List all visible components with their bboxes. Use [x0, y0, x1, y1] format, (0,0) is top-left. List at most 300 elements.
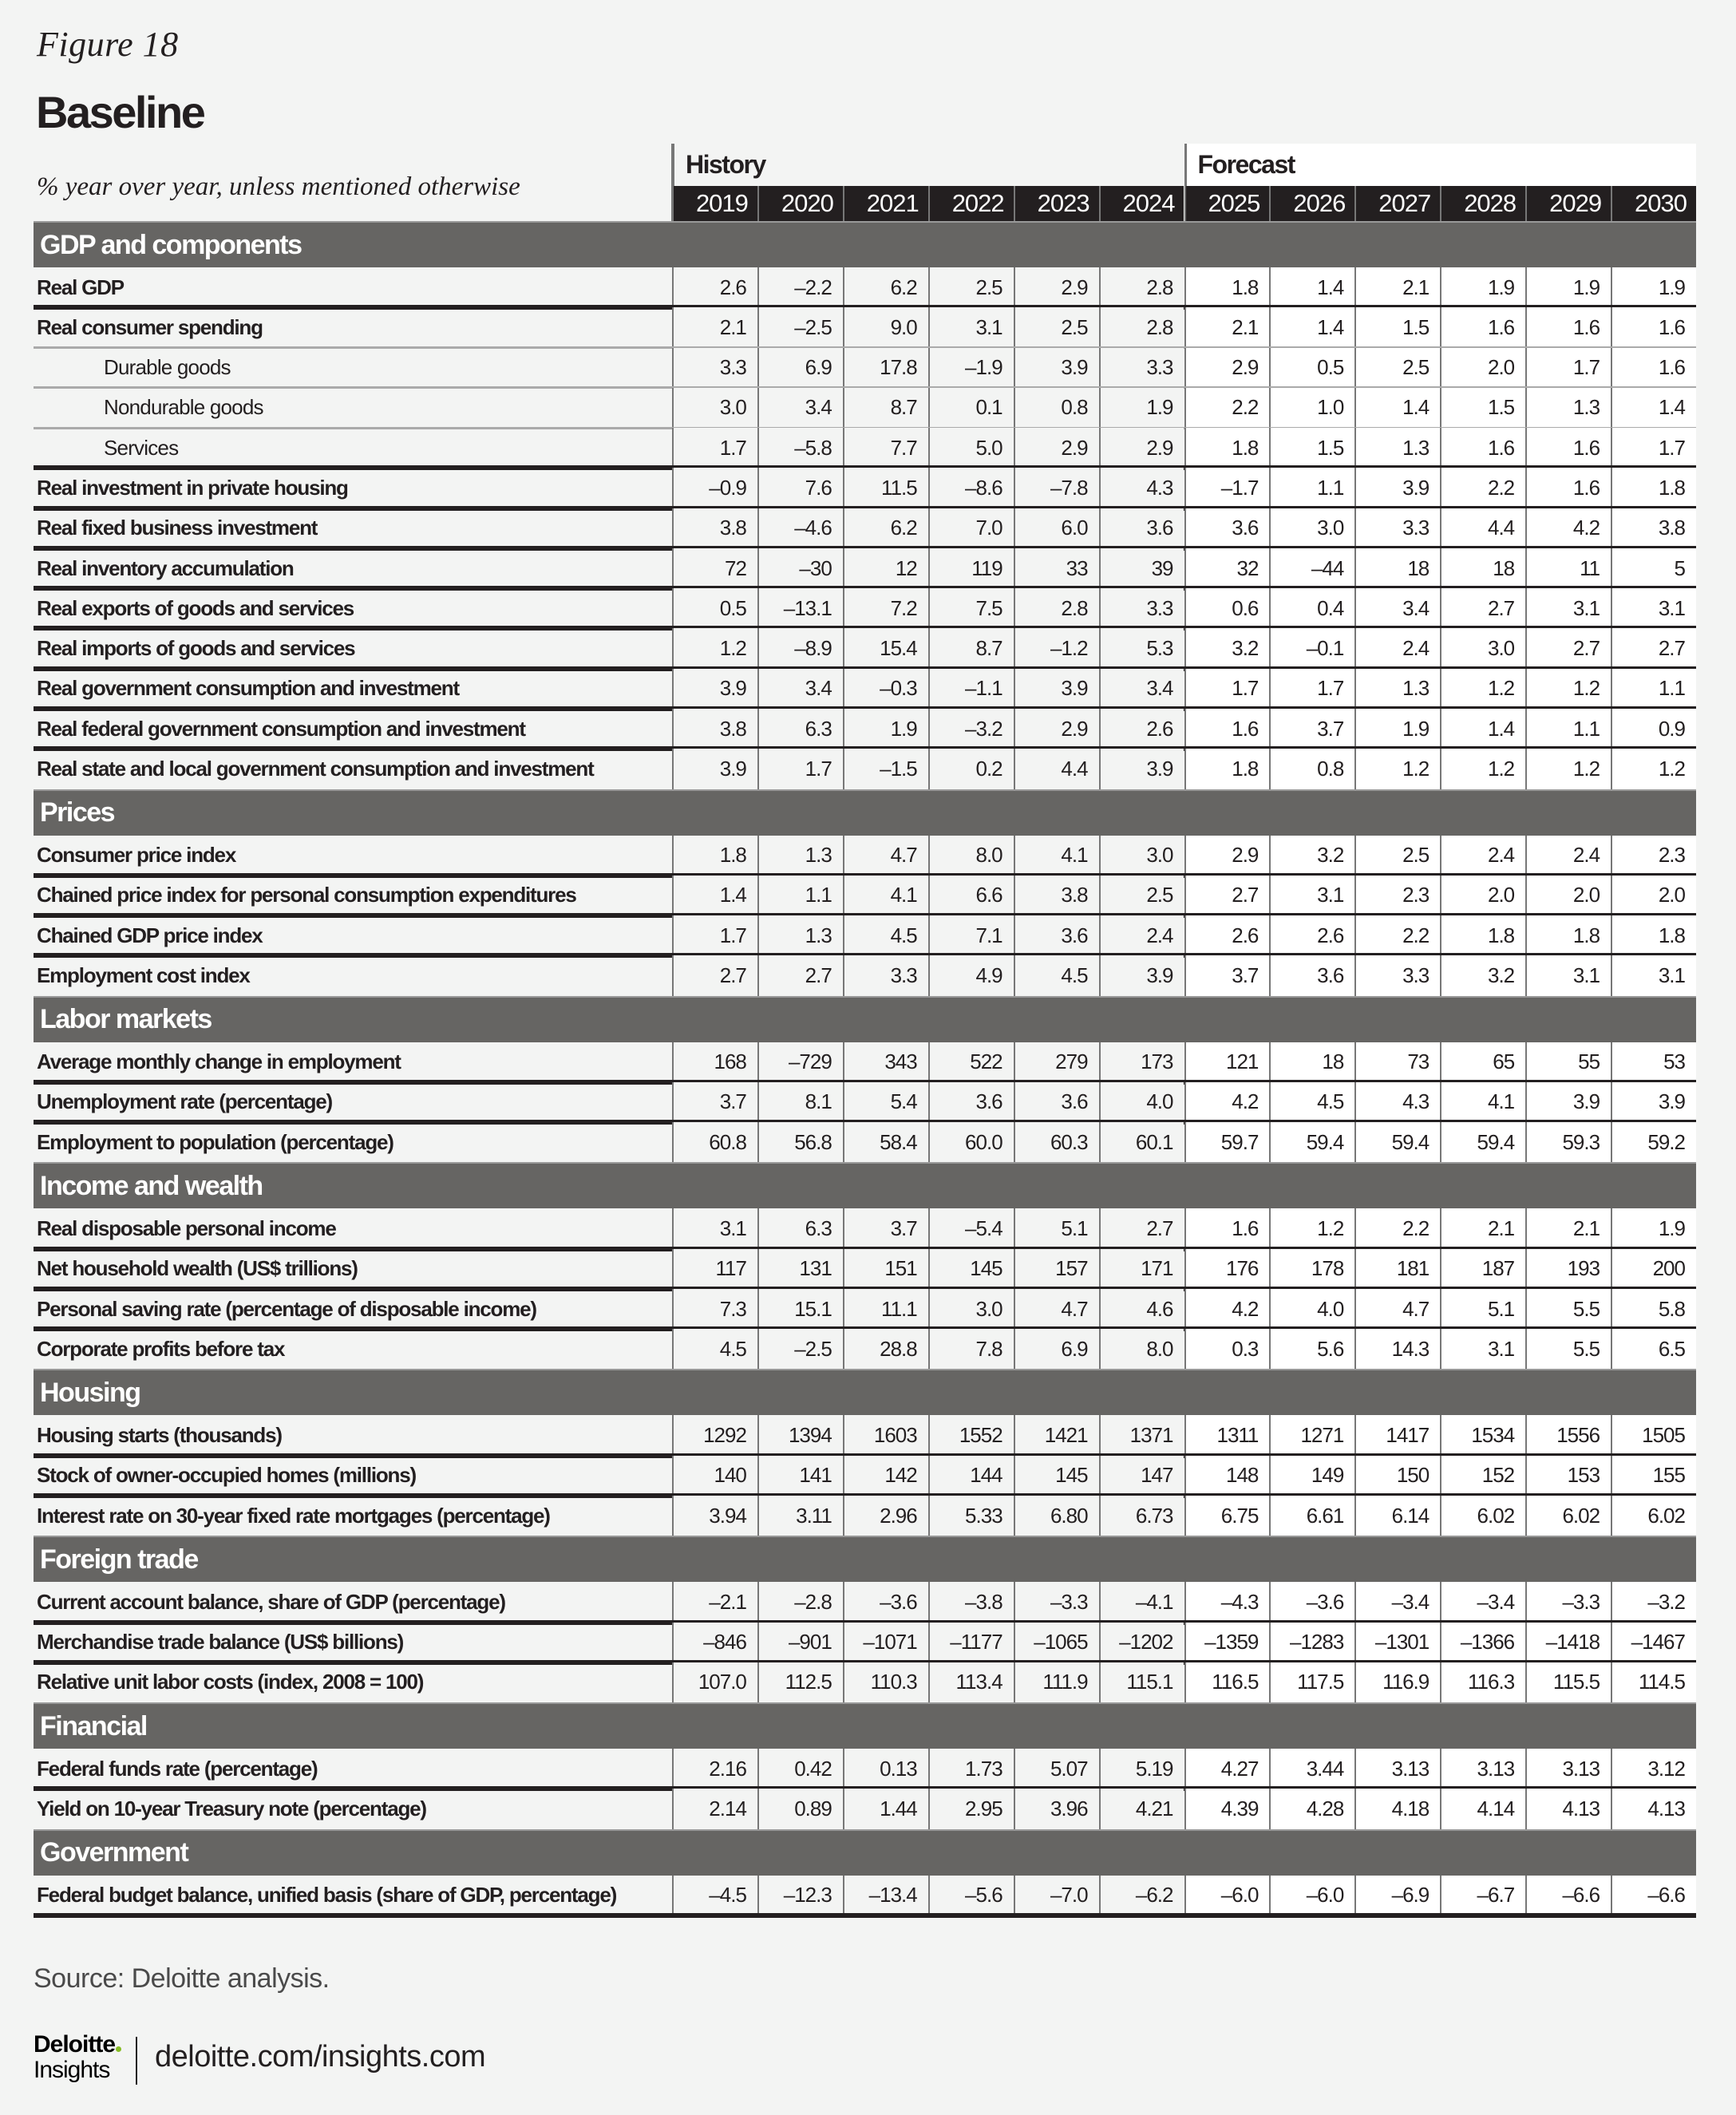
table-cell: 150: [1354, 1456, 1440, 1496]
table-cell: 144: [928, 1456, 1014, 1496]
table-cell: 4.2: [1184, 1289, 1270, 1329]
table-cell: 3.9: [1525, 1082, 1611, 1122]
table-cell: –6.0: [1269, 1876, 1354, 1915]
table-cell: 171: [1099, 1249, 1184, 1289]
table-cell: 3.6: [928, 1082, 1014, 1122]
table-cell: 5.07: [1014, 1749, 1099, 1789]
table-cell: 1.2: [1611, 749, 1696, 789]
table-cell: 3.13: [1440, 1749, 1525, 1789]
table-cell: 4.14: [1440, 1789, 1525, 1828]
table-cell: 3.13: [1354, 1749, 1440, 1789]
table-cell: 1371: [1099, 1415, 1184, 1455]
table-cell: –30: [757, 548, 843, 588]
logo-insights-text: Insights: [34, 2057, 110, 2083]
table-cell: –3.2: [928, 709, 1014, 749]
table-cell: 0.9: [1611, 709, 1696, 749]
table-cell: 4.5: [1269, 1082, 1354, 1122]
table-cell: 3.8: [1014, 876, 1099, 915]
table-cell: 3.7: [672, 1082, 757, 1122]
table-cell: 18: [1440, 548, 1525, 588]
table-cell: 4.5: [843, 915, 928, 955]
table-cell: 2.6: [672, 267, 757, 307]
table-cell: –1.1: [928, 669, 1014, 709]
table-cell: 4.1: [843, 876, 928, 915]
table-cell: 113.4: [928, 1662, 1014, 1702]
page-title: Baseline: [36, 87, 204, 137]
table-cell: 4.27: [1184, 1749, 1270, 1789]
table-cell: 4.3: [1099, 468, 1184, 508]
table-cell: 3.4: [757, 388, 843, 428]
logo-green-dot-icon: [116, 2046, 121, 2052]
table-cell: 5.5: [1525, 1329, 1611, 1369]
table-cell: 116.5: [1184, 1662, 1270, 1702]
row-label: Relative unit labor costs (index, 2008 = 100): [37, 1670, 424, 1694]
table-cell: 55: [1525, 1042, 1611, 1082]
table-cell: 2.7: [672, 955, 757, 995]
table-cell: –13.1: [757, 588, 843, 628]
table-cell: 4.13: [1611, 1789, 1696, 1828]
table-cell: 1.6: [1440, 428, 1525, 468]
row-label: Services: [104, 435, 179, 460]
year-header-2019: 2019: [672, 186, 757, 221]
table-cell: –1202: [1099, 1623, 1184, 1662]
table-cell: 176: [1184, 1249, 1270, 1289]
year-header-2026: 2026: [1269, 186, 1354, 221]
table-subtitle: % year over year, unless mentioned otherwise: [37, 172, 520, 201]
table-cell: 1394: [757, 1415, 843, 1455]
table-cell: 2.3: [1354, 876, 1440, 915]
table-cell: 3.0: [1269, 508, 1354, 548]
table-cell: 1.8: [1611, 468, 1696, 508]
table-cell: 3.6: [1184, 508, 1270, 548]
table-cell: 65: [1440, 1042, 1525, 1082]
table-cell: 3.1: [1440, 1329, 1525, 1369]
table-cell: 8.0: [928, 836, 1014, 876]
table-cell: 1.4: [672, 876, 757, 915]
table-cell: –12.3: [757, 1876, 843, 1915]
table-cell: 3.9: [1354, 468, 1440, 508]
table-cell: 2.2: [1354, 1208, 1440, 1248]
row-label: Real consumer spending: [37, 314, 263, 339]
table-cell: 3.1: [1525, 588, 1611, 628]
table-cell: 0.89: [757, 1789, 843, 1828]
table-cell: 6.0: [1014, 508, 1099, 548]
table-cell: 1.7: [1184, 669, 1270, 709]
table-cell: 1421: [1014, 1415, 1099, 1455]
table-cell: –3.4: [1354, 1582, 1440, 1622]
table-cell: 178: [1269, 1249, 1354, 1289]
table-cell: 1.1: [1611, 669, 1696, 709]
table-cell: 59.3: [1525, 1122, 1611, 1162]
table-cell: 2.5: [928, 267, 1014, 307]
table-cell: 3.4: [1354, 588, 1440, 628]
table-cell: 131: [757, 1249, 843, 1289]
footer-url-link[interactable]: deloitte.com/insights.com: [155, 2040, 486, 2073]
table-cell: 5.6: [1269, 1329, 1354, 1369]
table-cell: 107.0: [672, 1662, 757, 1702]
table-cell: 28.8: [843, 1329, 928, 1369]
table-cell: –0.1: [1269, 628, 1354, 668]
table-cell: 4.18: [1354, 1789, 1440, 1828]
table-cell: 1.2: [1525, 669, 1611, 709]
table-cell: 53: [1611, 1042, 1696, 1082]
table-cell: 1.2: [1269, 1208, 1354, 1248]
year-header-2021: 2021: [843, 186, 928, 221]
table-cell: –13.4: [843, 1876, 928, 1915]
row-label: Stock of owner-occupied homes (millions): [37, 1463, 416, 1488]
table-cell: 1.5: [1440, 388, 1525, 428]
row-label: Real imports of goods and services: [37, 636, 355, 661]
table-cell: 3.3: [1099, 588, 1184, 628]
table-cell: –3.3: [1525, 1582, 1611, 1622]
table-cell: –1467: [1611, 1623, 1696, 1662]
table-cell: 114.5: [1611, 1662, 1696, 1702]
row-label: Real GDP: [37, 275, 124, 299]
table-cell: –1301: [1354, 1623, 1440, 1662]
table-cell: 2.9: [1184, 836, 1270, 876]
table-cell: 8.0: [1099, 1329, 1184, 1369]
table-cell: 59.4: [1354, 1122, 1440, 1162]
table-cell: 2.0: [1440, 876, 1525, 915]
table-cell: –2.8: [757, 1582, 843, 1622]
table-cell: 4.9: [928, 955, 1014, 995]
table-cell: 1.6: [1611, 348, 1696, 388]
section-header: Financial: [34, 1702, 1696, 1749]
table-cell: 56.8: [757, 1122, 843, 1162]
row-label: Unemployment rate (percentage): [37, 1089, 332, 1114]
table-cell: 0.8: [1014, 388, 1099, 428]
table-cell: 6.75: [1184, 1496, 1270, 1536]
table-cell: 4.4: [1014, 749, 1099, 789]
year-header-2020: 2020: [757, 186, 843, 221]
logo-wordmark: [34, 2031, 121, 2058]
table-cell: 39: [1099, 548, 1184, 588]
table-cell: 1.2: [672, 628, 757, 668]
table-cell: –1.2: [1014, 628, 1099, 668]
source-note: Source: Deloitte analysis.: [34, 1963, 330, 1994]
table-cell: –1065: [1014, 1623, 1099, 1662]
table-cell: 155: [1611, 1456, 1696, 1496]
table-cell: 3.3: [1354, 508, 1440, 548]
table-cell: 1.9: [1611, 267, 1696, 307]
table-cell: 11: [1525, 548, 1611, 588]
table-cell: 1552: [928, 1415, 1014, 1455]
table-cell: 117.5: [1269, 1662, 1354, 1702]
table-cell: 6.02: [1611, 1496, 1696, 1536]
row-label: Corporate profits before tax: [37, 1336, 285, 1361]
table-cell: 7.1: [928, 915, 1014, 955]
table-cell: 145: [928, 1249, 1014, 1289]
table-cell: 4.7: [843, 836, 928, 876]
table-cell: 3.1: [1611, 955, 1696, 995]
table-cell: 5.1: [1014, 1208, 1099, 1248]
table-cell: 0.42: [757, 1749, 843, 1789]
table-cell: –846: [672, 1623, 757, 1662]
table-cell: 2.4: [1525, 836, 1611, 876]
table-cell: 0.2: [928, 749, 1014, 789]
table-cell: 5.0: [928, 428, 1014, 468]
table-cell: –5.6: [928, 1876, 1014, 1915]
table-cell: 18: [1269, 1042, 1354, 1082]
year-header-2030: 2030: [1611, 186, 1696, 221]
table-cell: 1.3: [757, 915, 843, 955]
table-cell: 11.1: [843, 1289, 928, 1329]
table-cell: 6.02: [1440, 1496, 1525, 1536]
column-group-label: Forecast: [1197, 150, 1295, 179]
footer-divider: [136, 2037, 137, 2085]
table-cell: –7.0: [1014, 1876, 1099, 1915]
table-cell: 2.1: [672, 307, 757, 347]
figure-label: Figure 18: [37, 25, 179, 64]
table-cell: –6.6: [1525, 1876, 1611, 1915]
table-cell: 4.2: [1184, 1082, 1270, 1122]
table-cell: 1.4: [1354, 388, 1440, 428]
table-cell: 3.9: [672, 749, 757, 789]
row-label: Interest rate on 30-year fixed rate mortgages (percentage): [37, 1503, 550, 1528]
table-cell: 2.2: [1440, 468, 1525, 508]
table-cell: 1.3: [757, 836, 843, 876]
table-cell: 1.9: [1525, 267, 1611, 307]
year-header-2029: 2029: [1525, 186, 1611, 221]
table-cell: –6.9: [1354, 1876, 1440, 1915]
row-label: Current account balance, share of GDP (percentage): [37, 1589, 505, 1614]
table-cell: 3.2: [1269, 836, 1354, 876]
table-cell: 2.7: [1525, 628, 1611, 668]
table-cell: 142: [843, 1456, 928, 1496]
table-cell: 3.0: [1099, 836, 1184, 876]
table-cell: 3.1: [1525, 955, 1611, 995]
row-label: Real state and local government consumption and investment: [37, 756, 594, 781]
table-cell: 121: [1184, 1042, 1270, 1082]
table-cell: 141: [757, 1456, 843, 1496]
table-cell: –3.6: [1269, 1582, 1354, 1622]
table-cell: 5.19: [1099, 1749, 1184, 1789]
table-cell: 4.7: [1354, 1289, 1440, 1329]
table-cell: 3.9: [1611, 1082, 1696, 1122]
table-cell: 72: [672, 548, 757, 588]
table-cell: –2.1: [672, 1582, 757, 1622]
table-cell: 3.8: [672, 709, 757, 749]
row-label: Consumer price index: [37, 843, 236, 868]
table-cell: 2.0: [1611, 876, 1696, 915]
table-cell: 3.1: [1611, 588, 1696, 628]
table-cell: 60.3: [1014, 1122, 1099, 1162]
table-cell: 1.8: [672, 836, 757, 876]
table-cell: 4.4: [1440, 508, 1525, 548]
table-cell: 173: [1099, 1042, 1184, 1082]
table-cell: 4.1: [1440, 1082, 1525, 1122]
table-cell: 4.5: [1014, 955, 1099, 995]
table-cell: 3.9: [1014, 348, 1099, 388]
table-cell: 1.7: [672, 915, 757, 955]
table-cell: 7.2: [843, 588, 928, 628]
table-cell: –729: [757, 1042, 843, 1082]
table-cell: 59.2: [1611, 1122, 1696, 1162]
section-header: Prices: [34, 789, 1696, 836]
table-cell: –6.0: [1184, 1876, 1270, 1915]
table-cell: 115.5: [1525, 1662, 1611, 1702]
table-cell: 1271: [1269, 1415, 1354, 1455]
table-cell: 3.0: [672, 388, 757, 428]
table-cell: 1311: [1184, 1415, 1270, 1455]
section-header: Housing: [34, 1369, 1696, 1415]
table-cell: 6.9: [1014, 1329, 1099, 1369]
year-header-2025: 2025: [1184, 186, 1270, 221]
row-label: Nondurable goods: [104, 395, 263, 420]
table-cell: 6.14: [1354, 1496, 1440, 1536]
table-cell: 3.6: [1014, 915, 1099, 955]
table-cell: 3.2: [1440, 955, 1525, 995]
table-cell: 2.4: [1354, 628, 1440, 668]
table-cell: 1.6: [1184, 1208, 1270, 1248]
table-cell: –5.8: [757, 428, 843, 468]
table-cell: –1359: [1184, 1623, 1270, 1662]
table-cell: 115.1: [1099, 1662, 1184, 1702]
table-cell: 1292: [672, 1415, 757, 1455]
table-cell: 59.7: [1184, 1122, 1270, 1162]
table-cell: 11.5: [843, 468, 928, 508]
table-cell: 168: [672, 1042, 757, 1082]
row-label: Chained GDP price index: [37, 923, 263, 947]
table-cell: 1.7: [757, 749, 843, 789]
table-cell: –6.6: [1611, 1876, 1696, 1915]
table-cell: 1.4: [1440, 709, 1525, 749]
year-header-2028: 2028: [1440, 186, 1525, 221]
table-cell: 152: [1440, 1456, 1525, 1496]
column-group-forecast: [1184, 144, 1697, 186]
table-cell: 6.02: [1525, 1496, 1611, 1536]
table-cell: –1.7: [1184, 468, 1270, 508]
table-cell: 2.9: [1014, 267, 1099, 307]
table-cell: 1.6: [1611, 307, 1696, 347]
table-cell: 1.8: [1440, 915, 1525, 955]
table-cell: 343: [843, 1042, 928, 1082]
table-cell: 7.8: [928, 1329, 1014, 1369]
table-cell: –6.7: [1440, 1876, 1525, 1915]
section-header: Labor markets: [34, 996, 1696, 1042]
table-cell: 1.6: [1184, 709, 1270, 749]
table-cell: 2.1: [1354, 267, 1440, 307]
table-cell: 4.6: [1099, 1289, 1184, 1329]
table-cell: 522: [928, 1042, 1014, 1082]
table-cell: 9.0: [843, 307, 928, 347]
table-cell: 5.1: [1440, 1289, 1525, 1329]
table-cell: 4.13: [1525, 1789, 1611, 1828]
table-cell: 1.0: [1269, 388, 1354, 428]
table-cell: 1417: [1354, 1415, 1440, 1455]
table-cell: 2.8: [1014, 588, 1099, 628]
table-cell: 2.7: [1440, 588, 1525, 628]
table-cell: 2.4: [1440, 836, 1525, 876]
table-cell: 0.3: [1184, 1329, 1270, 1369]
table-cell: 8.7: [843, 388, 928, 428]
table-cell: –2.5: [757, 1329, 843, 1369]
table-cell: 1.44: [843, 1789, 928, 1828]
table-cell: 3.4: [1099, 669, 1184, 709]
row-label: Durable goods: [104, 355, 231, 380]
table-cell: 1603: [843, 1415, 928, 1455]
year-header-2024: 2024: [1099, 186, 1184, 221]
table-cell: 3.13: [1525, 1749, 1611, 1789]
table-cell: 4.3: [1354, 1082, 1440, 1122]
table-cell: 58.4: [843, 1122, 928, 1162]
table-cell: –1177: [928, 1623, 1014, 1662]
row-label: Real government consumption and investment: [37, 676, 459, 701]
table-cell: 3.3: [672, 348, 757, 388]
table-cell: 6.2: [843, 508, 928, 548]
table-cell: 8.1: [757, 1082, 843, 1122]
table-cell: 1.7: [1269, 669, 1354, 709]
table-cell: 2.8: [1099, 307, 1184, 347]
table-cell: 157: [1014, 1249, 1099, 1289]
table-cell: 1.8: [1611, 915, 1696, 955]
table-cell: 3.8: [1611, 508, 1696, 548]
table-cell: 7.0: [928, 508, 1014, 548]
table-cell: –1418: [1525, 1623, 1611, 1662]
table-cell: 3.9: [1014, 669, 1099, 709]
table-cell: 4.5: [672, 1329, 757, 1369]
table-cell: 2.2: [1184, 388, 1270, 428]
table-cell: 12: [843, 548, 928, 588]
table-cell: 0.4: [1269, 588, 1354, 628]
table-cell: 1.8: [1525, 915, 1611, 955]
table-cell: –2.2: [757, 267, 843, 307]
row-label: Federal funds rate (percentage): [37, 1756, 318, 1781]
table-cell: –4.5: [672, 1876, 757, 1915]
table-cell: –3.8: [928, 1582, 1014, 1622]
table-cell: –0.3: [843, 669, 928, 709]
table-cell: 1.8: [1184, 428, 1270, 468]
table-cell: 3.94: [672, 1496, 757, 1536]
table-cell: 2.9: [1099, 428, 1184, 468]
table-cell: 1.9: [1440, 267, 1525, 307]
table-cell: 1.9: [1611, 1208, 1696, 1248]
row-label: Real exports of goods and services: [37, 595, 354, 620]
table-cell: –8.9: [757, 628, 843, 668]
table-cell: 59.4: [1440, 1122, 1525, 1162]
table-cell: 6.3: [757, 709, 843, 749]
table-cell: –4.1: [1099, 1582, 1184, 1622]
table-cell: 59.4: [1269, 1122, 1354, 1162]
table-cell: 1.6: [1525, 468, 1611, 508]
table-cell: 6.61: [1269, 1496, 1354, 1536]
table-cell: 4.1: [1014, 836, 1099, 876]
table-cell: 112.5: [757, 1662, 843, 1702]
table-cell: 200: [1611, 1249, 1696, 1289]
table-cell: 3.3: [1099, 348, 1184, 388]
table-cell: 17.8: [843, 348, 928, 388]
table-cell: 1.3: [1525, 388, 1611, 428]
table-cell: 151: [843, 1249, 928, 1289]
table-cell: 1.1: [757, 876, 843, 915]
label-column-divider: [671, 144, 674, 221]
table-cell: 1.1: [1525, 709, 1611, 749]
table-cell: 73: [1354, 1042, 1440, 1082]
row-label: Federal budget balance, unified basis (share of GDP, percentage): [37, 1883, 617, 1907]
table-cell: 2.14: [672, 1789, 757, 1828]
table-cell: 3.8: [672, 508, 757, 548]
table-cell: 2.9: [1184, 348, 1270, 388]
table-cell: 6.80: [1014, 1496, 1099, 1536]
table-cell: 2.5: [1354, 836, 1440, 876]
table-cell: 149: [1269, 1456, 1354, 1496]
table-cell: 3.12: [1611, 1749, 1696, 1789]
table-cell: 2.7: [1611, 628, 1696, 668]
table-cell: 3.9: [1099, 955, 1184, 995]
table-cell: 2.7: [1099, 1208, 1184, 1248]
table-cell: 3.6: [1099, 508, 1184, 548]
row-label: Yield on 10-year Treasury note (percentage): [37, 1796, 426, 1820]
